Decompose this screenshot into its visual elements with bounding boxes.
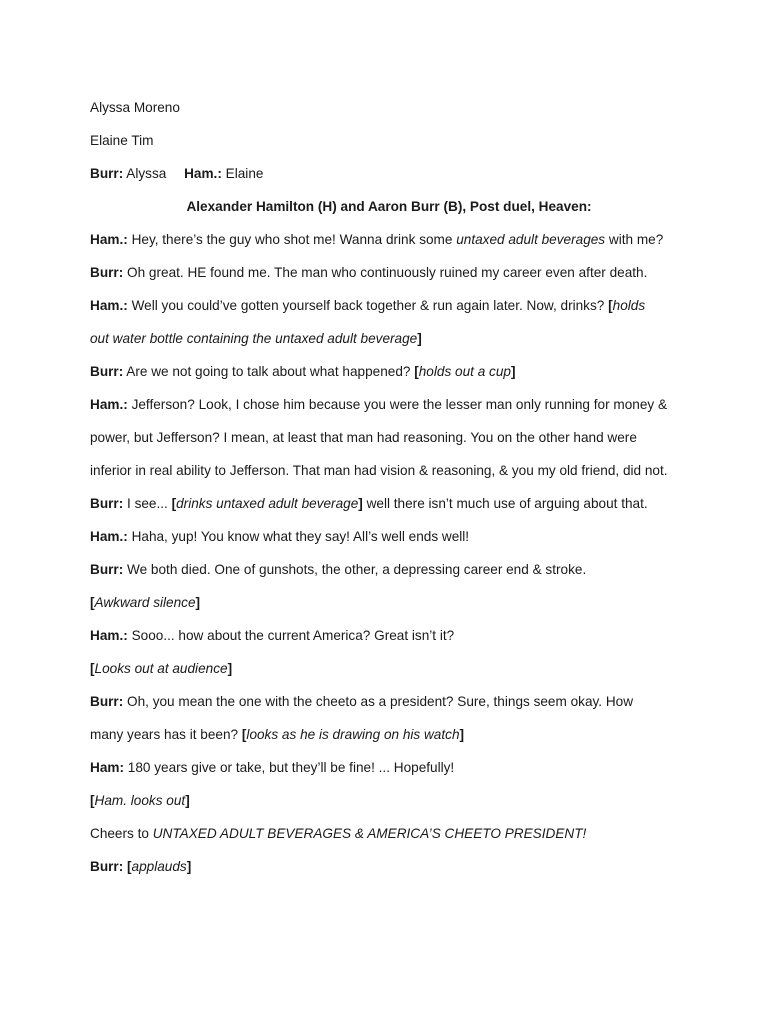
stage-direction: looks as he is drawing on his watch	[246, 727, 460, 742]
script-line	[90, 751, 698, 784]
script-line	[90, 652, 698, 685]
speaker-label: Ham.:	[90, 298, 128, 313]
dialogue-text: 180 years give or take, but they’ll be fine! ... Hopefully!	[127, 760, 455, 775]
speaker-label: Burr:	[90, 364, 124, 379]
speaker-label: Burr:	[90, 562, 124, 577]
bracket-open: [	[414, 364, 419, 379]
role-label-burr: Burr:	[90, 166, 124, 181]
dialogue-text: Cheers to	[90, 826, 153, 841]
bracket-open: [	[127, 859, 132, 874]
bracket-open: [	[241, 727, 247, 742]
stage-direction: Awkward silence	[94, 595, 196, 610]
stage-direction: out water bottle containing the untaxed adult beverage	[90, 331, 418, 346]
bracket-open: [	[90, 793, 95, 808]
dialogue-text: inferior in real ability to Jefferson. That man had vision & reasoning, & you my old friend, did not.	[90, 463, 668, 478]
script-line	[90, 256, 698, 289]
dialogue-text: Oh great. HE found me. The man who continuously ruined my career even after death.	[127, 265, 648, 280]
role-actor-ham: Elaine	[225, 166, 264, 181]
author-name-2: Elaine Tim	[90, 133, 154, 148]
scene-title: Alexander Hamilton (H) and Aaron Burr (B), Post duel, Heaven:	[186, 199, 592, 214]
stage-direction: Ham. looks out	[94, 793, 186, 808]
script-line	[90, 487, 698, 520]
bracket-close: ]	[186, 859, 192, 874]
speaker-label: Burr:	[90, 265, 124, 280]
script-line	[90, 619, 698, 652]
dialogue-text: Are we not going to talk about what happened?	[126, 364, 415, 379]
dialogue-text: Hey, there’s the guy who shot me! Wanna drink some	[131, 232, 457, 247]
bracket-open: [	[608, 298, 613, 313]
dialogue-text: Sooo... how about the current America? Great isn’t it?	[131, 628, 455, 643]
script-line	[90, 685, 698, 718]
stage-direction: applauds	[131, 859, 187, 874]
speaker-label: Ham.:	[90, 397, 128, 412]
script-line	[90, 223, 698, 256]
script-line	[90, 388, 698, 421]
stage-direction: holds out a cup	[418, 364, 511, 379]
dialogue-text: We both died. One of gunshots, the other, a depressing career end & stroke.	[127, 562, 587, 577]
stage-direction: holds	[612, 298, 646, 313]
dialogue-text: I see...	[127, 496, 172, 511]
dialogue-text: many years has it been?	[90, 727, 242, 742]
speaker-label: Ham.:	[90, 529, 128, 544]
speaker-label: Ham.:	[90, 628, 128, 643]
bracket-close: ]	[459, 727, 465, 742]
bracket-close: ]	[227, 661, 233, 676]
bracket-open: [	[90, 595, 95, 610]
script-line	[90, 718, 698, 751]
bracket-close: ]	[358, 496, 363, 511]
dialogue-text: power, but Jefferson? I mean, at least that man had reasoning. You on the other hand were	[90, 430, 637, 445]
script-line	[90, 817, 698, 850]
bracket-close: ]	[510, 364, 516, 379]
script-line	[90, 289, 698, 322]
script-line	[90, 586, 698, 619]
speaker-label: Ham:	[90, 760, 124, 775]
author-name-1: Alyssa Moreno	[90, 100, 180, 115]
bracket-open: [	[171, 496, 177, 511]
bracket-open: [	[90, 661, 95, 676]
script-line	[90, 421, 698, 454]
bracket-close: ]	[185, 793, 190, 808]
speaker-label: Ham.:	[90, 232, 128, 247]
script-line	[90, 454, 698, 487]
dialogue-text: well there isn’t much use of arguing about that.	[362, 496, 648, 511]
speaker-label: Burr:	[90, 859, 124, 874]
stage-direction: drinks untaxed adult beverage	[176, 496, 359, 511]
script-line	[90, 520, 698, 553]
dialogue-text: Jefferson? Look, I chose him because you were the lesser man only running for money &	[131, 397, 668, 412]
role-actor-burr: Alyssa	[126, 166, 167, 181]
script-line	[90, 850, 698, 883]
stage-direction: Looks out at audience	[94, 661, 228, 676]
emphasis-text: untaxed adult beverages	[456, 232, 606, 247]
speaker-label: Burr:	[90, 496, 124, 511]
emphasis-text: UNTAXED ADULT BEVERAGES & AMERICA’S CHEETO PRESIDENT!	[152, 826, 587, 841]
speaker-label: Burr:	[90, 694, 124, 709]
bracket-close: ]	[417, 331, 422, 346]
role-label-ham: Ham.:	[184, 166, 222, 181]
role-assignments	[90, 157, 698, 190]
script-line	[90, 553, 698, 586]
dialogue-text: with me?	[605, 232, 664, 247]
bracket-close: ]	[195, 595, 201, 610]
script-line	[90, 322, 698, 355]
dialogue-text: Well you could’ve gotten yourself back together & run again later. Now, drinks?	[131, 298, 609, 313]
dialogue-text: Haha, yup! You know what they say! All’s well ends well!	[131, 529, 470, 544]
dialogue-text: Oh, you mean the one with the cheeto as a president? Sure, things seem okay. How	[127, 694, 634, 709]
script-line	[90, 355, 698, 388]
script-line	[90, 784, 698, 817]
